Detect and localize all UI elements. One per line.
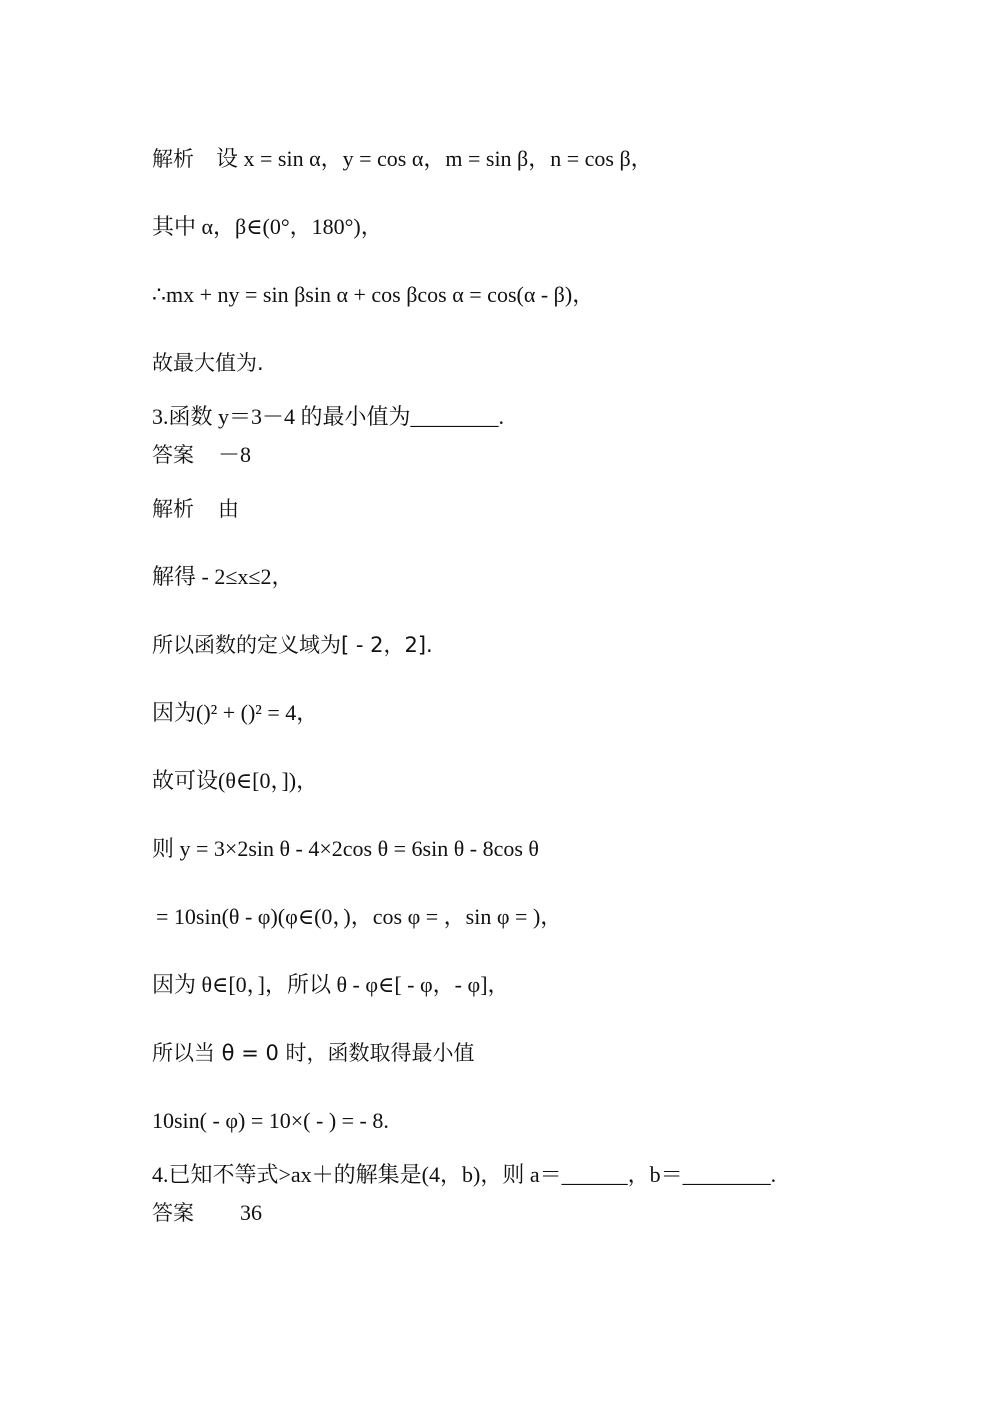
question-4: 4.已知不等式>ax＋的解集是(4，b)，则 a＝______，b＝________. [152,1162,777,1187]
min-condition-line: 所以当 θ = 0 时，函数取得最小值 [152,1041,475,1065]
min-value-line: 10sin( - φ) = 10×( - ) = - 8. [152,1108,389,1133]
because-line: 因为()² + ()² = 4， [152,700,319,725]
y-expression-line: 则 y = 3×2sin θ - 4×2cos θ = 6sin θ - 8cos θ [152,836,539,861]
theta-range-line: 因为 θ∈[0，]，所以 θ - φ∈[ - φ，- φ]， [152,972,510,997]
answer-value: －8 [218,442,252,467]
range-line: 其中 α，β∈(0°，180°)， [152,214,383,239]
answer-label: 答案 [152,443,194,467]
answer-3-line [152,440,251,470]
question-3: 3.函数 y＝3－4 的最小值为________. [152,404,505,429]
answer-value: 36 [240,1200,262,1225]
max-value-line: 故最大值为. [152,351,264,375]
answer-label: 答案 [152,1201,194,1225]
domain-line: 所以函数的定义域为[ - 2，2]. [152,633,433,657]
therefore-line: ∴mx + ny = sin βsin α + cos βcos α = cos(α - β)， [152,282,595,307]
analysis-label: 解析 [152,497,194,521]
answer-4-line [152,1198,262,1228]
solve-line: 解得 - 2≤x≤2， [152,564,294,589]
analysis-line-3: 解析 由 [152,497,239,521]
assume-line: 故可设(θ∈[0，])， [152,768,319,793]
phase-shift-line: = 10sin(θ - φ)(φ∈(0，)，cos φ = ，sin φ = )， [156,904,563,929]
substitution-text: 设 x = sin α，y = cos α，m = sin β，n = cos β， [216,146,653,171]
analysis-label: 解析 [152,147,194,171]
analysis-line-1 [152,144,653,174]
